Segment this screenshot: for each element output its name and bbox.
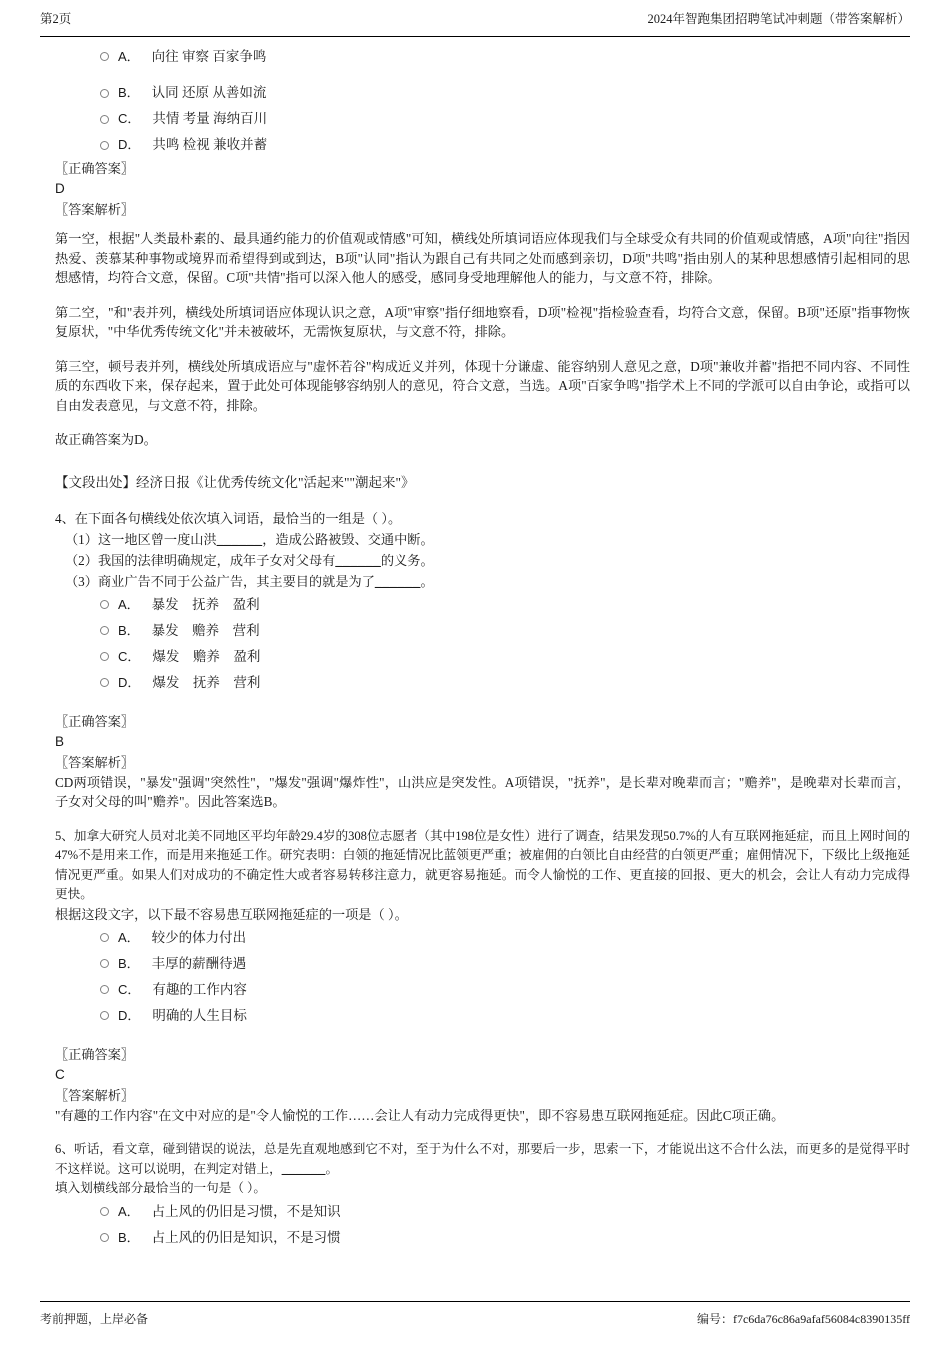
option-letter: D． xyxy=(118,674,141,690)
option-letter: B． xyxy=(118,955,140,971)
radio-icon[interactable] xyxy=(100,600,109,609)
question5-passage: 5、加拿大研究人员对北美不同地区平均年龄29.4岁的308位志愿者（其中198位是女性）进行了调查，结果发现50.7%的人有互联网拖延症，而且上网时间的47%不是用来工作，而是用来拖延工作。研究表明：白领的拖延情况比蓝领更严重；被雇佣的白领比自由经营的白领更严重；雇佣情况下，下级比上级拖延情况更严重。如果人们对成功的不确定性大或者容易转移注意力，就更容易拖延。而令人愉悦的工作、更直接的回报、更大的机会，会让人有动力完成得更快。 xyxy=(55,828,910,901)
spacer xyxy=(55,1125,910,1140)
question5-answer: C xyxy=(55,1066,65,1082)
spacer xyxy=(55,220,910,229)
option-row[interactable] xyxy=(55,951,910,977)
subitem-text-pre: （1）这一地区曾一度山洪 xyxy=(65,531,217,547)
option-letter: A． xyxy=(118,929,140,945)
radio-icon[interactable] xyxy=(100,933,109,942)
correct-answer-label: 〖正确答案〗 xyxy=(55,713,135,729)
spacer xyxy=(55,696,910,711)
option-letter: B． xyxy=(118,622,140,638)
radio-icon[interactable] xyxy=(100,89,109,98)
question3-analysis-paragraph-2: 第二空，"和"表并列，横线处所填词语应体现认识之意，A项"审察"指仔细地察看，D项"检视"指检验查看，均符合文意，保留。B项"还原"指事物恢复原状，"中华优秀传统文化"并未被破坏，无需恢复原状，与文意不符，排除。 xyxy=(55,304,910,339)
option-letter: C． xyxy=(118,111,141,126)
document-title: 2024年智跑集团招聘笔试冲刺题（带答案解析） xyxy=(647,12,910,26)
blank-underline: ______ xyxy=(374,573,421,589)
radio-icon[interactable] xyxy=(100,959,109,968)
radio-icon[interactable] xyxy=(100,1207,109,1216)
option-text: 较少的体力付出 xyxy=(151,929,247,945)
spacer xyxy=(55,71,910,80)
question3-conclusion: 故正确答案为D。 xyxy=(55,432,157,447)
question5-options xyxy=(55,925,910,1029)
option-row[interactable] xyxy=(55,42,910,71)
subitem-text-pre: （3）商业广告不同于公益广告，其主要目的就是为了 xyxy=(65,573,375,589)
radio-icon[interactable] xyxy=(100,626,109,635)
radio-icon[interactable] xyxy=(100,1011,109,1020)
correct-answer-label: 〖正确答案〗 xyxy=(55,161,135,176)
subitem-text-post: 。 xyxy=(420,573,434,589)
code-value: f7c6da76c86a9afaf56084c8390135ff xyxy=(732,1312,910,1326)
code-label: 编号： xyxy=(696,1312,733,1326)
question3-answer: D xyxy=(55,181,65,196)
answer-analysis-label: 〖答案解析〗 xyxy=(55,754,135,770)
question6-stem: 填入划横线部分最恰当的一句是（ ）。 xyxy=(55,1181,266,1195)
answer-analysis-label: 〖答案解析〗 xyxy=(55,1087,135,1103)
option-text: 明确的人生目标 xyxy=(152,1007,247,1023)
spacer xyxy=(55,494,910,509)
option-row[interactable] xyxy=(55,132,910,158)
option-row[interactable] xyxy=(55,977,910,1003)
option-row[interactable] xyxy=(55,592,910,618)
subitem-text-post: ，造成公路被毁、交通中断。 xyxy=(262,531,434,547)
question3-analysis-paragraph-3: 第三空，顿号表并列，横线处所填成语应与"虚怀若谷"构成近义并列，体现十分谦虚、能容纳别人意见之意，D项"兼收并蓄"指把不同内容、不同性质的东西收下来，保存起来，置于此处可体现能够容纳别人的意见，符合文意，当选。A项"百家争鸣"指学术上不同的学派可以自由争论，或指可以自由发表意见，与文意不符，排除。 xyxy=(55,358,910,413)
spacer xyxy=(55,415,910,430)
blank-underline: ______ xyxy=(335,552,381,568)
document-content xyxy=(55,42,910,1251)
option-text: 爆发 赡养 盈利 xyxy=(152,648,261,664)
option-text: 爆发 抚养 营利 xyxy=(152,674,261,690)
question3-source: 【文段出处】经济日报《让优秀传统文化"活起来""潮起来"》 xyxy=(55,474,415,490)
question4-analysis: CD两项错误，"暴发"强调"突然性"，"爆发"强调"爆炸性"，山洪应是突发性。A项错误，"抚养"，是长辈对晚辈而言；"赡养"，是晚辈对长辈而言，子女对父母的叫"赡养"。因此答案选B。 xyxy=(55,774,910,809)
question4-answer: B xyxy=(55,733,65,749)
option-row[interactable] xyxy=(55,1199,910,1225)
page-footer xyxy=(40,1301,910,1327)
question5-stem: 根据这段文字，以下最不容易患互联网拖延症的一项是（ ）。 xyxy=(55,906,408,922)
subitem-text-post: 的义务。 xyxy=(380,552,434,568)
option-row[interactable] xyxy=(55,80,910,106)
option-row[interactable] xyxy=(55,1003,910,1029)
blank-underline: ______ xyxy=(216,531,263,547)
option-letter: A． xyxy=(118,596,140,612)
question6-options xyxy=(55,1199,910,1251)
spacer xyxy=(55,450,910,472)
option-row[interactable] xyxy=(55,618,910,644)
correct-answer-label: 〖正确答案〗 xyxy=(55,1046,135,1062)
answer-analysis-label: 〖答案解析〗 xyxy=(55,202,135,217)
question4-subitem-2 xyxy=(55,550,910,571)
radio-icon[interactable] xyxy=(100,1233,109,1242)
option-text: 向往 审察 百家争鸣 xyxy=(151,49,267,64)
option-letter: D． xyxy=(118,1007,141,1023)
option-text: 共情 考量 海纳百川 xyxy=(152,111,268,126)
radio-icon[interactable] xyxy=(100,652,109,661)
radio-icon[interactable] xyxy=(100,678,109,687)
footer-document-code xyxy=(697,1311,910,1327)
option-text: 占上风的仍旧是知识，不是习惯 xyxy=(151,1229,341,1245)
question3-options xyxy=(55,42,910,158)
radio-icon[interactable] xyxy=(100,115,109,124)
radio-icon[interactable] xyxy=(100,141,109,150)
option-letter: D． xyxy=(118,137,141,152)
option-letter: C． xyxy=(118,648,141,664)
subitem-text-pre: （2）我国的法律明确规定，成年子女对父母有 xyxy=(65,552,336,568)
option-letter: C． xyxy=(118,981,141,997)
option-text: 占上风的仍旧是习惯，不是知识 xyxy=(151,1203,341,1219)
option-letter: B． xyxy=(118,85,140,100)
spacer xyxy=(55,1029,910,1044)
option-row[interactable] xyxy=(55,1225,910,1251)
question4-subitem-1 xyxy=(55,529,910,550)
option-text: 暴发 抚养 盈利 xyxy=(151,596,260,612)
option-text: 认同 还原 从善如流 xyxy=(151,85,267,100)
spacer xyxy=(55,288,910,303)
radio-icon[interactable] xyxy=(100,985,109,994)
option-letter: A． xyxy=(118,1203,140,1219)
option-text: 共鸣 检视 兼收并蓄 xyxy=(152,137,268,152)
radio-icon[interactable] xyxy=(100,52,109,61)
passage-text-pre: 6、听话，看文章，碰到错误的说法，总是先直观地感到它不对，至于为什么不对，那要后一步，思索一下，才能说出这不合什么法，而更多的是觉得平时不这样说。这可以说明，在判定对错上， xyxy=(55,1142,910,1176)
blank-underline: ______ xyxy=(281,1161,326,1176)
page-header xyxy=(40,10,910,37)
question3-analysis-paragraph-1: 第一空，根据"人类最朴素的、最具通约能力的价值观或情感"可知，横线处所填词语应体现我们与全球受众有共同的价值观或情感，A项"向往"指因热爱、羡慕某种事物或境界而希望得到或到达，B项"认同"指认为跟自己有共同之处而感到亲切，D项"共鸣"指由别人的某种思想感情引起相同的思想感情，均符合文意，保留。C项"共情"指可以深入他人的感受，感同身受地理解他人的能力，与文意不符，排除。 xyxy=(55,231,910,285)
option-text: 有趣的工作内容 xyxy=(152,981,247,997)
option-row[interactable] xyxy=(55,925,910,951)
option-text: 丰厚的薪酬待遇 xyxy=(151,955,247,971)
passage-text-post: 。 xyxy=(325,1161,339,1176)
spacer xyxy=(55,812,910,827)
question6-passage xyxy=(55,1140,910,1179)
option-text: 暴发 赡养 营利 xyxy=(151,622,260,638)
question5-analysis: "有趣的工作内容"在文中对应的是"令人愉悦的工作……会让人有动力完成得更快"，即不容易患互联网拖延症。因此C项正确。 xyxy=(55,1107,785,1123)
option-row[interactable] xyxy=(55,644,910,670)
question4-stem: 4、在下面各句横线处依次填入词语，最恰当的一组是（ ）。 xyxy=(55,510,402,526)
footer-slogan: 考前押题，上岸必备 xyxy=(40,1312,149,1326)
page-number-label: 第2页 xyxy=(40,12,72,26)
option-row[interactable] xyxy=(55,106,910,132)
option-row[interactable] xyxy=(55,670,910,696)
spacer xyxy=(55,342,910,357)
question4-options xyxy=(55,592,910,696)
option-letter: B． xyxy=(118,1229,140,1245)
question4-subitem-3 xyxy=(55,571,910,592)
option-letter: A． xyxy=(118,49,140,64)
